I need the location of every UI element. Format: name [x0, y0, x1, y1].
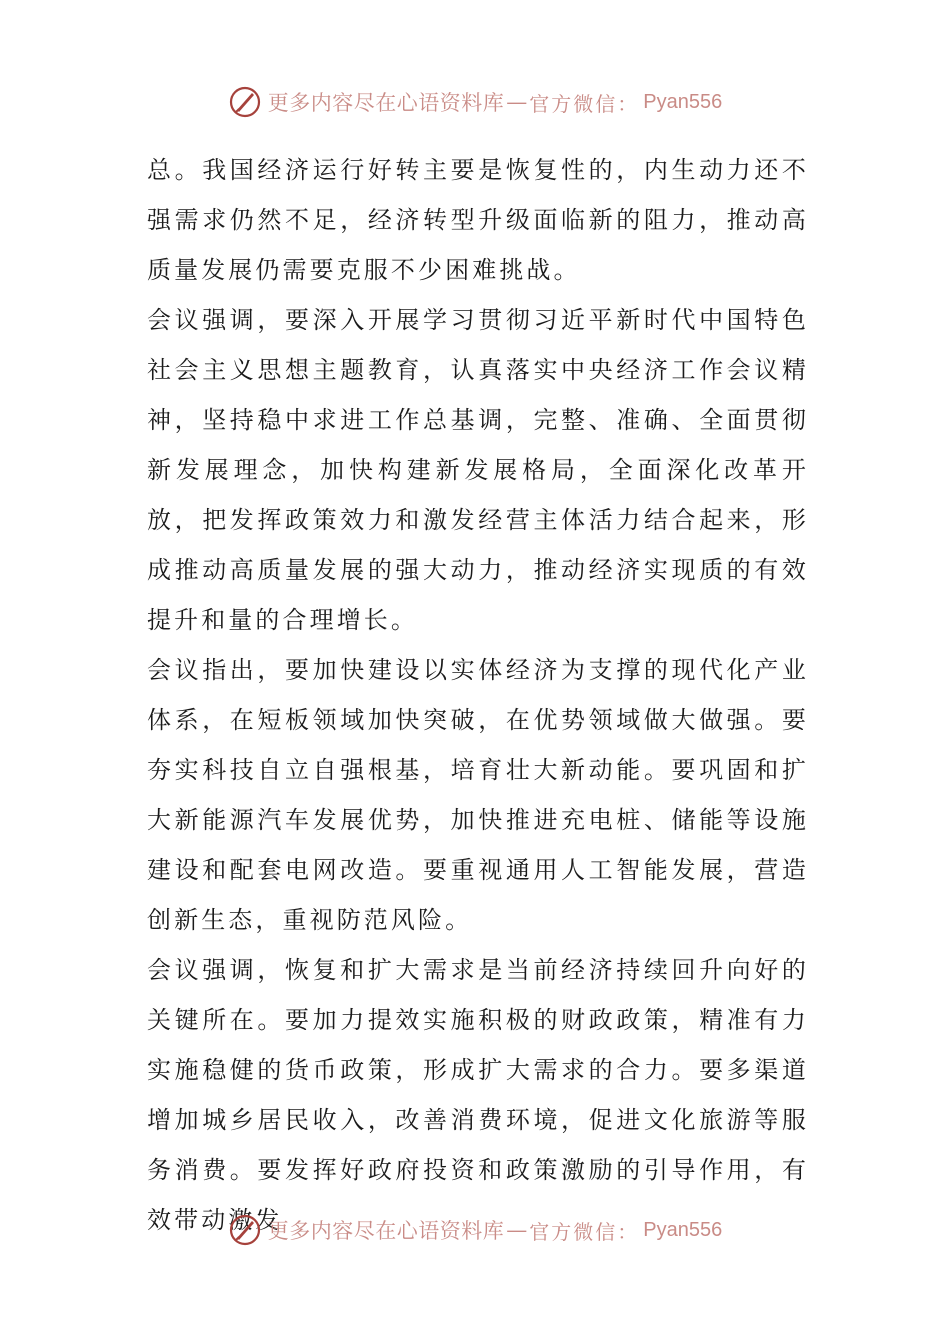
paragraph: 总。我国经济运行好转主要是恢复性的，内生动力还不强需求仍然不足，经济转型升级面临新的阻力，推动高质量发展仍需要克服不少困难挑战。 [147, 156, 809, 284]
quill-logo-icon [228, 1213, 262, 1247]
watermark-separator: — [506, 1218, 528, 1242]
watermark-wechat-id: Pyan556 [643, 1218, 723, 1241]
paragraph: 会议强调，要深入开展学习贯彻习近平新时代中国特色社会主义思想主题教育，认真落实中央经济工作会议精神，坚持稳中求进工作总基调，完整、准确、全面贯彻新发展理念，加快构建新发展格局，全面深化改革开放，把发挥政策效力和激发经营主体活力结合起来，形成推动高质量发展的强大动力，推动经济实现质的有效提升和量的合理增长。 [147, 306, 809, 634]
document-body [147, 145, 809, 1245]
watermark-brand: 更多内容尽在心语资料库 [267, 91, 505, 115]
quill-logo-icon [228, 85, 262, 119]
paragraph: 会议强调，恢复和扩大需求是当前经济持续回升向好的关键所在。要加力提效实施积极的财政政策，精准有力实施稳健的货币政策，形成扩大需求的合力。要多渠道增加城乡居民收入，改善消费环境，促进文化旅游等服务消费。要发挥好政府投资和政策激励的引导作用，有效带动激发 [147, 956, 809, 1234]
watermark-wechat-id: Pyan556 [643, 90, 723, 113]
paragraph: 会议指出，要加快建设以实体经济为支撑的现代化产业体系，在短板领域加快突破，在优势领域做大做强。要夯实科技自立自强根基，培育壮大新动能。要巩固和扩大新能源汽车发展优势，加快推进充电桩、储能等设施建设和配套电网改造。要重视通用人工智能发展，营造创新生态，重视防范风险。 [147, 656, 809, 934]
watermark-separator: — [506, 90, 528, 114]
footer-watermark [0, 1208, 950, 1252]
watermark-wechat-label: 官方微信： [529, 91, 640, 116]
watermark-wechat-label: 官方微信： [529, 1219, 640, 1244]
watermark-brand: 更多内容尽在心语资料库 [267, 1219, 505, 1243]
header-watermark [0, 80, 950, 124]
